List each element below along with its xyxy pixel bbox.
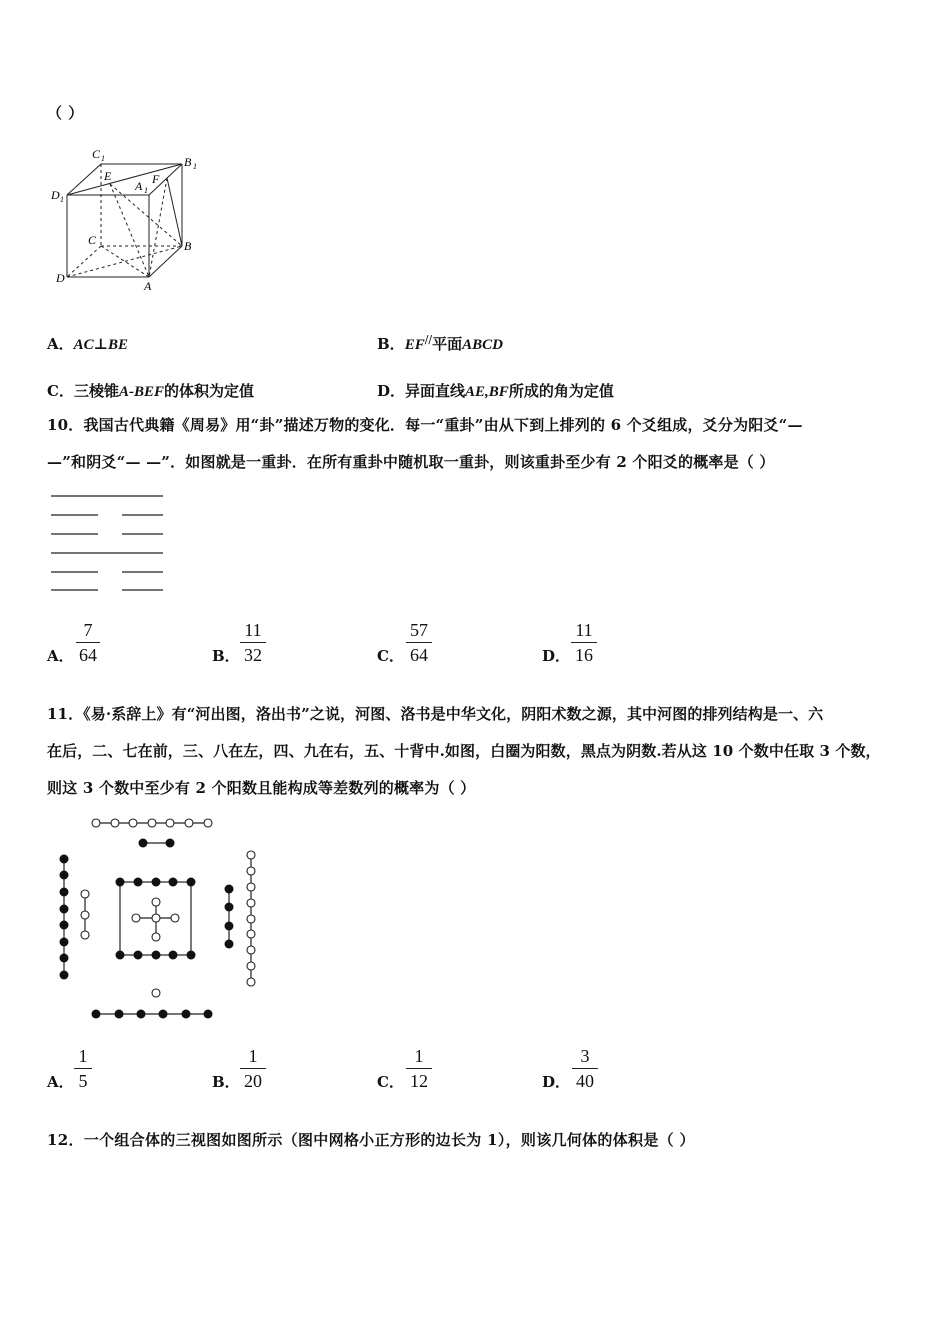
q11-option-b-fraction: 1 20 xyxy=(240,1046,266,1091)
q11-text-line2: 在后，二、七在前，三、八在左，四、九在右，五、十背中.如图，白圈为阳数，黑点为阴数.若从这 10 个数中任取 3 个数， xyxy=(47,742,881,760)
svg-text:1: 1 xyxy=(60,195,64,204)
label-c: C xyxy=(88,233,97,247)
label-a1: A xyxy=(135,179,143,193)
label-c1: C xyxy=(92,147,101,161)
q11-option-c-label: C． xyxy=(377,1073,404,1091)
label-d1: D xyxy=(51,188,60,202)
q10-option-d-fraction: 11 16 xyxy=(571,620,597,665)
q11-option-d-fraction: 3 40 xyxy=(572,1046,598,1091)
svg-text:1: 1 xyxy=(193,162,197,171)
q12-text-line1: 12．一个组合体的三视图如图所示（图中网格小正方形的边长为 1），则该几何体的体积是（ ） xyxy=(47,1131,695,1149)
q11-option-d-label: D． xyxy=(542,1073,571,1091)
label-e: E xyxy=(104,169,112,183)
q11-option-c-fraction: 1 12 xyxy=(406,1046,432,1091)
q9-option-a: A．AC⊥BE xyxy=(47,335,129,353)
q11-option-a-label: A． xyxy=(47,1073,74,1091)
q10-text-line2: —”和阴爻“— —”．如图就是一重卦．在所有重卦中随机取一重卦，则该重卦至少有 2 个阳爻的概率是（ ） xyxy=(47,453,775,471)
q10-option-a-label: A． xyxy=(47,647,74,665)
label-b1: B xyxy=(184,155,192,169)
q11-text-line1: 11．《易·系辞上》有“河出图，洛出书”之说，河图、洛书是中华文化，阴阳术数之源，其中河图的排列结构是一、六 xyxy=(47,705,824,723)
label-b: B xyxy=(184,239,192,253)
label-d: D xyxy=(56,271,65,285)
label-f: F xyxy=(152,172,160,186)
q10-option-c-label: C． xyxy=(377,647,404,665)
q9-option-c: C．三棱锥A-BEF的体积为定值 xyxy=(47,382,254,400)
q10-option-b-label: B． xyxy=(212,647,240,665)
svg-text:1: 1 xyxy=(101,154,105,163)
q11-option-a-fraction: 1 5 xyxy=(74,1046,92,1091)
q10-option-a-fraction: 7 64 xyxy=(76,620,100,665)
q9-paren: （ ） xyxy=(47,104,84,122)
q9-option-b: B．EF//平面ABCD xyxy=(377,333,503,353)
q10-option-d-label: D． xyxy=(542,647,571,665)
q10-option-c-fraction: 57 64 xyxy=(406,620,432,665)
q10-text-line1: 10．我国古代典籍《周易》用“卦”描述万物的变化．每一“重卦”由从下到上排列的 6 个爻组成，爻分为阳爻“— xyxy=(47,416,803,434)
hetu-diagram xyxy=(50,812,270,1027)
svg-text:1: 1 xyxy=(144,186,148,195)
q10-option-b-fraction: 11 32 xyxy=(240,620,266,665)
q9-option-d: D．异面直线AE,BF所成的角为定值 xyxy=(377,382,614,400)
q11-option-b-label: B． xyxy=(212,1073,240,1091)
q11-text-line3: 则这 3 个数中至少有 2 个阳数且能构成等差数列的概率为（ ） xyxy=(47,779,476,797)
cube-diagram xyxy=(40,140,210,300)
hexagram-diagram xyxy=(48,488,168,598)
label-a: A xyxy=(144,279,152,293)
